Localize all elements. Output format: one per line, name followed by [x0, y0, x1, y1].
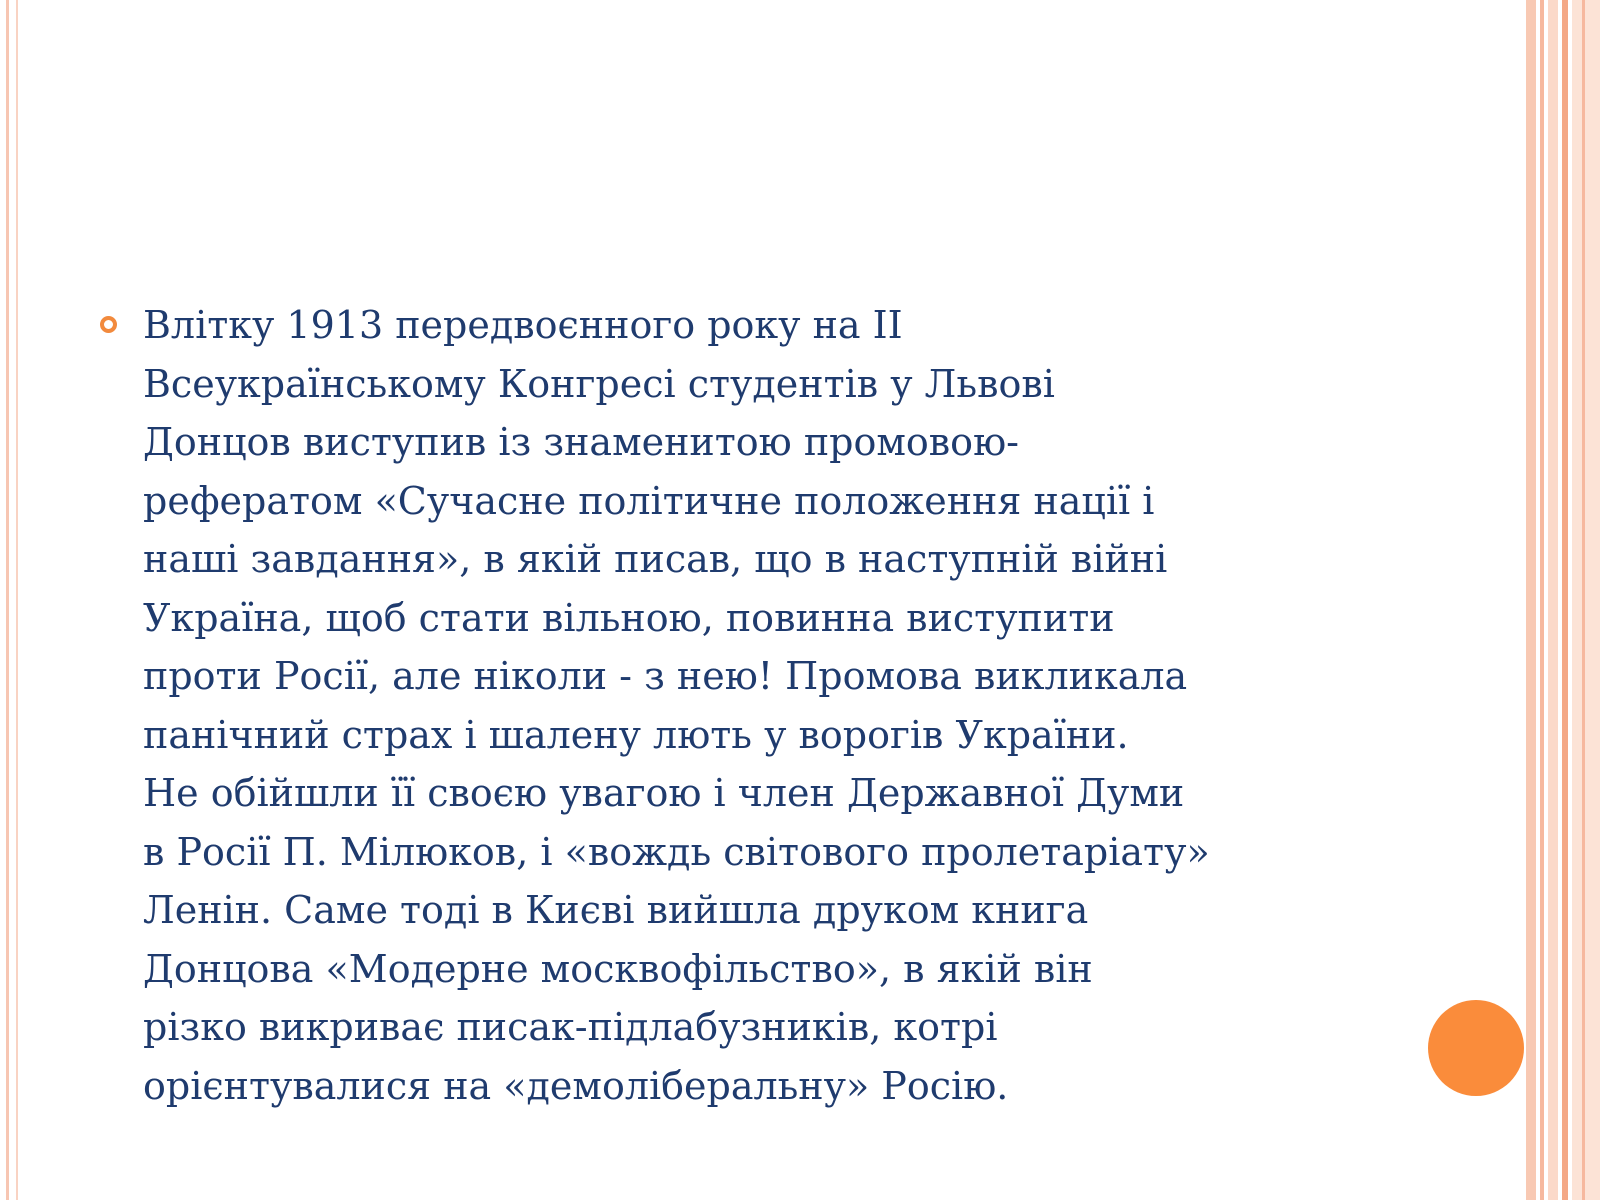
paragraph-line: Україна, щоб стати вільною, повинна виступити	[143, 595, 1115, 640]
paragraph-line: Ленін. Саме тоді в Києві вийшла друком книга	[143, 888, 1089, 932]
paragraph-line: Не обійшли її своєю увагою і член Державної Думи	[143, 771, 1185, 815]
right-decor-stripe	[1562, 0, 1568, 1200]
paragraph-line: наші завдання», в якій писав, що в наступній війні	[143, 537, 1168, 581]
right-decor-stripe	[1582, 0, 1585, 1200]
right-decor-stripe	[1572, 0, 1600, 1200]
bullet-paragraph	[100, 296, 1400, 1115]
right-decor-stripe	[1548, 0, 1558, 1200]
left-border-line	[6, 0, 9, 1200]
orange-circle-decoration	[1428, 1000, 1524, 1096]
left-border-line-inner	[16, 0, 18, 1200]
right-decor-stripe	[1526, 0, 1536, 1200]
bullet-icon	[100, 316, 117, 333]
paragraph-line: Всеукраїнському Конгресі студентів у Львові	[143, 361, 1055, 406]
paragraph-line: Влітку 1913 передвоєнного року на ІІ	[143, 303, 903, 347]
paragraph-text	[143, 296, 1400, 1115]
paragraph-line: різко викриває писак-підлабузників, котрі	[143, 1005, 998, 1049]
paragraph-line: Донцова «Модерне москвофільство», в якій він	[143, 946, 1093, 991]
paragraph-line: панічний страх і шалену лють у ворогів України.	[143, 712, 1129, 757]
paragraph-line: в Росії П. Мілюков, і «вождь світового пролетаріату»	[143, 829, 1210, 874]
paragraph-line: рефератом «Сучасне політичне положення нації і	[143, 478, 1155, 523]
paragraph-line: Донцов виступив із знаменитою промовою-	[143, 420, 1019, 464]
paragraph-line: орієнтувалися на «демоліберальну» Росію.	[143, 1063, 1009, 1108]
paragraph-line: проти Росії, але ніколи - з нею! Промова викликала	[143, 654, 1188, 698]
right-decor-stripe	[1540, 0, 1544, 1200]
